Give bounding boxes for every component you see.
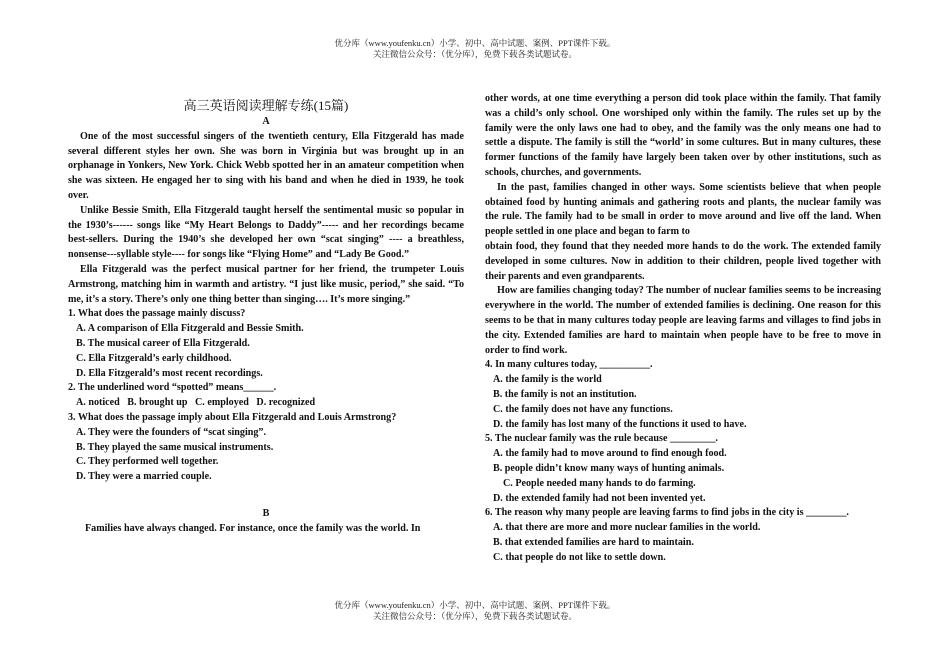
passage-b-paragraph: How are families changing today? The number of nuclear families seems to be increasing everywhere in the world. The number of extended families is declining. One reason for this seems to be that in many cultures today people are leaving farms and villages to find jobs in the city. Extended families are hard to maintain when people have to be free to move in order to find work. (485, 285, 881, 356)
question-3-option: D. They were a married couple. (76, 471, 212, 483)
question-1-option: A. A comparison of Ella Fitzgerald and Bessie Smith. (76, 323, 304, 335)
passage-b-paragraph: other words, at one time everything a person did took place within the family. That family was a child’s only school. One worshiped only within the family. The rules set up by the family were the only laws one had to obey, and the family was the only means one had to settle a dispute. The family is still the “world’ in some cultures. But in many cultures, these former functions of the family have largely been taken over by other institutions, such as schools, churches, and governments. (485, 93, 881, 178)
question-4-option: D. the family has lost many of the functions it used to have. (493, 418, 747, 430)
question-6-option: C. that people do not like to settle down. (493, 551, 666, 563)
question-4-option: B. the family is not an institution. (493, 388, 637, 400)
right-column (485, 92, 881, 566)
question-1: 1. What does the passage mainly discuss? (68, 308, 246, 320)
question-3-option: B. They played the same musical instruments. (76, 441, 274, 453)
question-6: 6. The reason why many people are leaving farms to find jobs in the city is ________. (485, 507, 849, 519)
question-2-options: A. noticed B. brought up C. employed D. recognized (76, 397, 316, 409)
question-5-option: B. people didn’t know many ways of hunting animals. (493, 462, 725, 474)
section-b-heading: B (262, 507, 270, 519)
question-4-option: A. the family is the world (493, 374, 602, 386)
footer-line-2: 关注微信公众号：（优分库），免费下载各类试题试卷。 (372, 611, 577, 621)
question-3-option: A. They were the founders of “scat singing”. (76, 426, 267, 438)
header-line-2: 关注微信公众号：（优分库），免费下载各类试题试卷。 (372, 49, 577, 59)
passage-b-intro: Families have always changed. For instance, once the family was the world. In (85, 522, 421, 534)
question-5-option: A. the family had to move around to find enough food. (493, 448, 727, 460)
passage-a-paragraph: Unlike Bessie Smith, Ella Fitzgerald taught herself the sentimental music so popular in the 1930’s------ songs like “My Heart Belongs to Daddy”----- and her recordings became best-sellers. During the 1940’s she developed her own “scat singing” ---- a breathless, nonsense---syllable style---- for songs like “Flying Home” and “Lady Be Good.” (68, 204, 464, 261)
passage-a-paragraph: One of the most successful singers of the twentieth century, Ella Fitzgerald has made several different styles her own. She was born in Virginia but was brought up in an orphanage in Yonkers, New York. Chick Webb spotted her in an amateur competition when she was sixteen. He engaged her to sing with his band and when he died in 1939, he took over. (68, 130, 464, 201)
page-header (0, 38, 950, 60)
passage-b-paragraph: obtain food, they found that they needed more hands to do the work. The extended family developed in some cultures. Now in addition to their children, people lived together with their parents and even grandparents. (485, 240, 881, 282)
passage-a-paragraph: Ella Fitzgerald was the perfect musical partner for her friend, the trumpeter Louis Armstrong, matching him in warmth and artistry. “I just like music, period,” she said. “To me, it’s a story. There’s only one thing better than singing…. It’s more singing.” (68, 263, 464, 305)
page-footer (0, 600, 950, 622)
section-a-heading: A (262, 116, 270, 127)
question-1-option: D. Ella Fitzgerald’s most recent recordings. (76, 367, 263, 379)
question-2: 2. The underlined word “spotted” means______. (68, 382, 277, 394)
question-4: 4. In many cultures today, __________. (485, 359, 653, 371)
document-title: 高三英语阅读理解专练(15篇) (183, 98, 349, 113)
question-4-option: C. the family does not have any functions. (493, 403, 673, 415)
question-3: 3. What does the passage imply about Ella Fitzgerald and Louis Armstrong? (68, 411, 397, 423)
question-5-option: D. the extended family had not been invented yet. (493, 492, 706, 504)
question-3-option: C. They performed well together. (76, 456, 219, 468)
question-1-option: B. The musical career of Ella Fitzgerald. (76, 337, 250, 349)
passage-b-paragraph: In the past, families changed in other ways. Some scientists believe that when people obtained food by hunting animals and gathering roots and plants, the nuclear family was the rule. The family had to be small in order to move around and live off the land. When people settled in one place and began to farm to (485, 181, 881, 238)
header-line-1: 优分库（www.youfenku.cn）小学、初中、高中试题、案例、PPT课件下载。 (334, 38, 616, 48)
footer-line-1: 优分库（www.youfenku.cn）小学、初中、高中试题、案例、PPT课件下载。 (334, 600, 616, 610)
question-6-option: A. that there are more and more nuclear families in the world. (493, 522, 761, 534)
question-5: 5. The nuclear family was the rule because _________. (485, 433, 718, 445)
question-6-option: B. that extended families are hard to maintain. (493, 536, 694, 548)
question-1-option: C. Ella Fitzgerald’s early childhood. (76, 352, 232, 364)
question-5-option: C. People needed many hands to do farming. (503, 477, 696, 489)
left-column (68, 92, 464, 537)
